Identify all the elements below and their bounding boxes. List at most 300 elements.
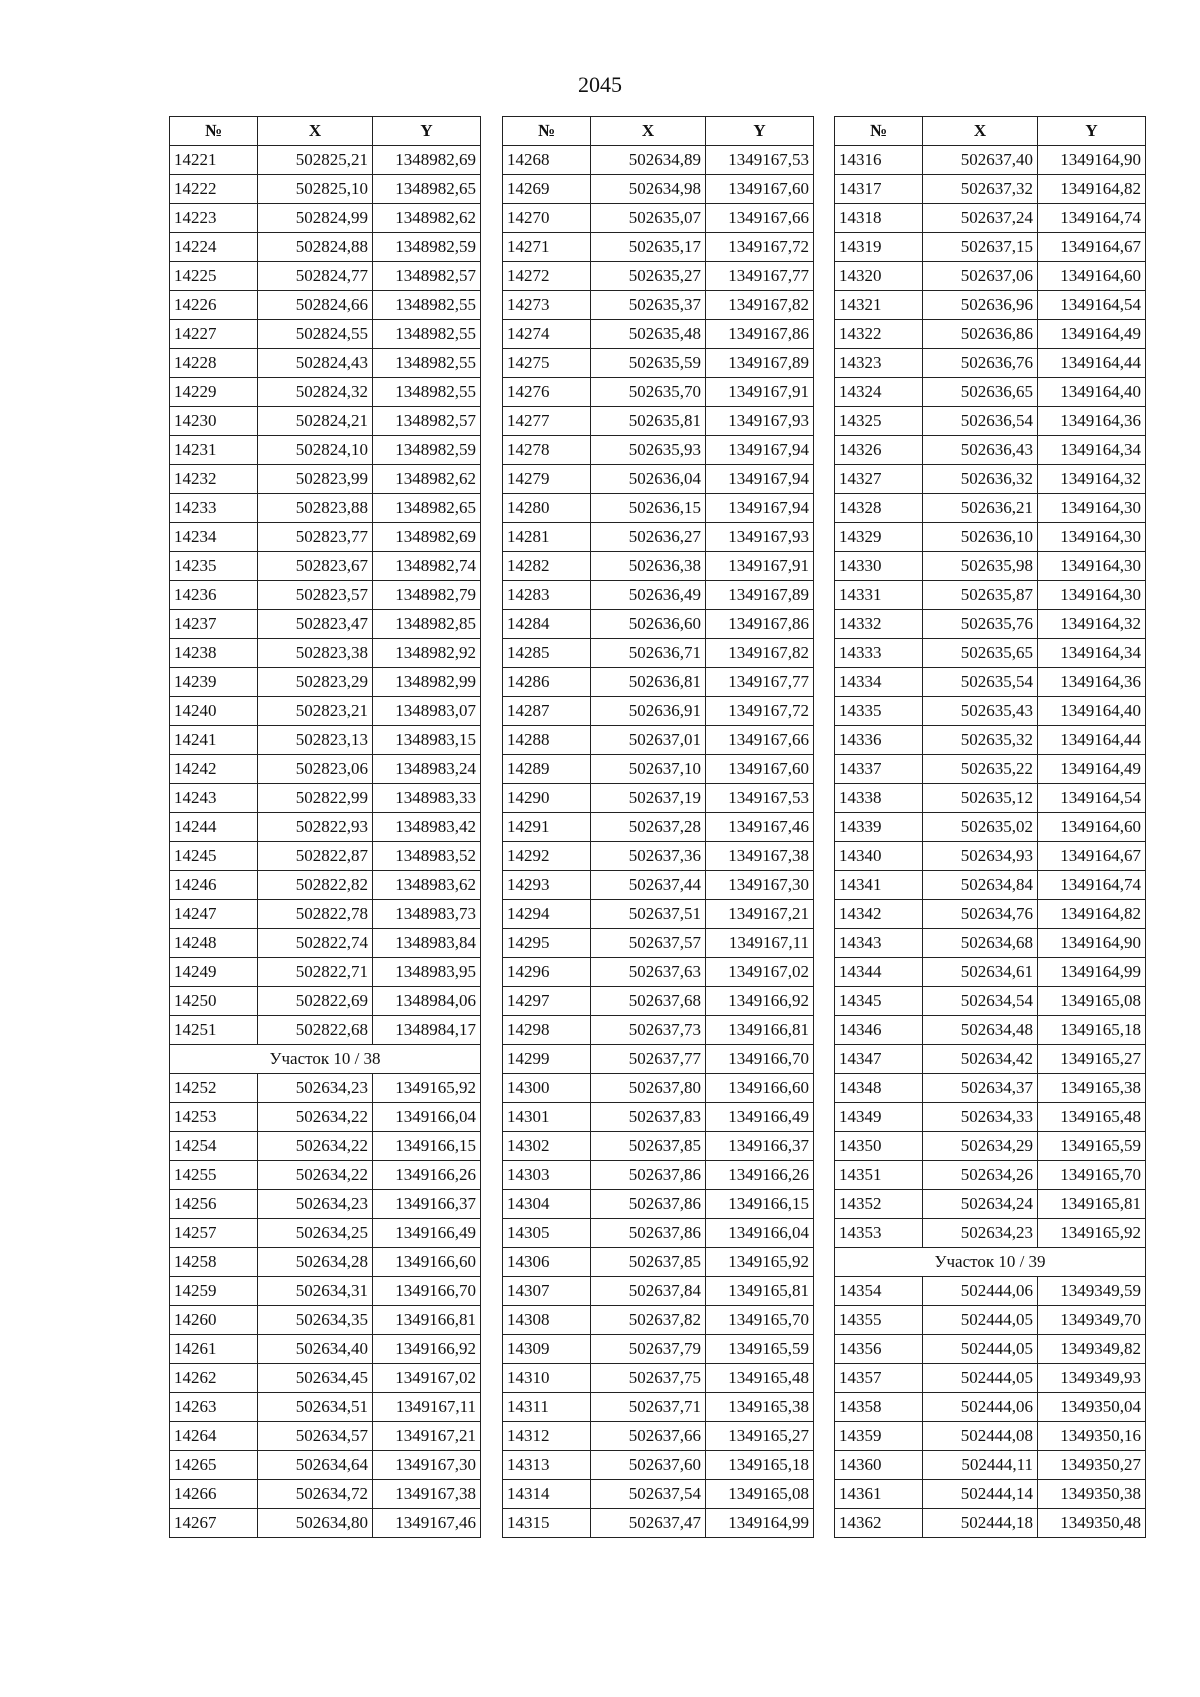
x-coordinate: 502635,12 (923, 784, 1038, 813)
table-row (835, 1364, 1146, 1393)
point-number: 14328 (835, 494, 923, 523)
table-row (170, 813, 481, 842)
x-coordinate: 502637,79 (591, 1335, 706, 1364)
y-coordinate: 1349165,38 (706, 1393, 814, 1422)
y-coordinate: 1349166,81 (373, 1306, 481, 1335)
y-coordinate: 1349165,18 (1038, 1016, 1146, 1045)
table-row (835, 1480, 1146, 1509)
table-body (503, 146, 814, 1538)
y-coordinate: 1348982,59 (373, 436, 481, 465)
x-coordinate: 502636,65 (923, 378, 1038, 407)
x-coordinate: 502825,21 (258, 146, 373, 175)
table-row (835, 1190, 1146, 1219)
table-row (170, 581, 481, 610)
table-row (503, 1132, 814, 1161)
table-row (835, 929, 1146, 958)
x-coordinate: 502444,08 (923, 1422, 1038, 1451)
table-row (835, 494, 1146, 523)
x-coordinate: 502634,93 (923, 842, 1038, 871)
x-coordinate: 502634,35 (258, 1306, 373, 1335)
y-coordinate: 1349164,34 (1038, 436, 1146, 465)
x-coordinate: 502636,91 (591, 697, 706, 726)
y-coordinate: 1348983,73 (373, 900, 481, 929)
x-coordinate: 502637,85 (591, 1248, 706, 1277)
x-coordinate: 502636,32 (923, 465, 1038, 494)
table-row (170, 1422, 481, 1451)
x-coordinate: 502637,15 (923, 233, 1038, 262)
point-number: 14313 (503, 1451, 591, 1480)
x-coordinate: 502822,74 (258, 929, 373, 958)
x-coordinate: 502444,05 (923, 1364, 1038, 1393)
table-row (835, 378, 1146, 407)
x-coordinate: 502634,48 (923, 1016, 1038, 1045)
x-coordinate: 502635,98 (923, 552, 1038, 581)
y-coordinate: 1349167,93 (706, 407, 814, 436)
table-row (835, 1161, 1146, 1190)
point-number: 14281 (503, 523, 591, 552)
y-coordinate: 1348982,69 (373, 523, 481, 552)
x-coordinate: 502635,02 (923, 813, 1038, 842)
table-row (835, 320, 1146, 349)
x-coordinate: 502637,86 (591, 1190, 706, 1219)
y-coordinate: 1349167,82 (706, 639, 814, 668)
point-number: 14250 (170, 987, 258, 1016)
y-coordinate: 1348982,92 (373, 639, 481, 668)
x-coordinate: 502635,27 (591, 262, 706, 291)
point-number: 14238 (170, 639, 258, 668)
x-coordinate: 502637,32 (923, 175, 1038, 204)
x-coordinate: 502637,47 (591, 1509, 706, 1538)
table-row (170, 1016, 481, 1045)
x-coordinate: 502634,24 (923, 1190, 1038, 1219)
point-number: 14295 (503, 929, 591, 958)
point-number: 14326 (835, 436, 923, 465)
table-row (503, 900, 814, 929)
point-number: 14284 (503, 610, 591, 639)
table-row (503, 1509, 814, 1538)
point-number: 14288 (503, 726, 591, 755)
table-row (503, 987, 814, 1016)
point-number: 14272 (503, 262, 591, 291)
point-number: 14292 (503, 842, 591, 871)
table-row (503, 1045, 814, 1074)
x-coordinate: 502822,87 (258, 842, 373, 871)
y-coordinate: 1349349,59 (1038, 1277, 1146, 1306)
y-coordinate: 1349165,70 (706, 1306, 814, 1335)
table-row (835, 813, 1146, 842)
table-row (170, 784, 481, 813)
table-row (170, 1480, 481, 1509)
y-coordinate: 1349167,94 (706, 436, 814, 465)
x-coordinate: 502636,86 (923, 320, 1038, 349)
y-coordinate: 1348982,55 (373, 320, 481, 349)
x-coordinate: 502822,78 (258, 900, 373, 929)
y-coordinate: 1349164,40 (1038, 697, 1146, 726)
x-coordinate: 502637,01 (591, 726, 706, 755)
header-number: № (503, 117, 591, 146)
point-number: 14350 (835, 1132, 923, 1161)
y-coordinate: 1349350,04 (1038, 1393, 1146, 1422)
point-number: 14318 (835, 204, 923, 233)
table-row (170, 958, 481, 987)
y-coordinate: 1348982,74 (373, 552, 481, 581)
table-row (503, 1422, 814, 1451)
point-number: 14309 (503, 1335, 591, 1364)
table-row (503, 1161, 814, 1190)
y-coordinate: 1349166,92 (373, 1335, 481, 1364)
table-row (170, 1132, 481, 1161)
table-row (835, 436, 1146, 465)
y-coordinate: 1349164,32 (1038, 465, 1146, 494)
y-coordinate: 1349166,60 (373, 1248, 481, 1277)
x-coordinate: 502634,61 (923, 958, 1038, 987)
y-coordinate: 1348982,57 (373, 262, 481, 291)
x-coordinate: 502634,42 (923, 1045, 1038, 1074)
table-row (170, 1393, 481, 1422)
point-number: 14271 (503, 233, 591, 262)
point-number: 14225 (170, 262, 258, 291)
point-number: 14331 (835, 581, 923, 610)
table-row (170, 233, 481, 262)
point-number: 14321 (835, 291, 923, 320)
point-number: 14253 (170, 1103, 258, 1132)
table-row (503, 639, 814, 668)
x-coordinate: 502636,49 (591, 581, 706, 610)
table-row (170, 668, 481, 697)
point-number: 14278 (503, 436, 591, 465)
y-coordinate: 1349167,66 (706, 204, 814, 233)
y-coordinate: 1349165,70 (1038, 1161, 1146, 1190)
x-coordinate: 502824,55 (258, 320, 373, 349)
y-coordinate: 1349165,27 (1038, 1045, 1146, 1074)
x-coordinate: 502444,11 (923, 1451, 1038, 1480)
x-coordinate: 502634,23 (923, 1219, 1038, 1248)
x-coordinate: 502634,89 (591, 146, 706, 175)
point-number: 14306 (503, 1248, 591, 1277)
x-coordinate: 502634,72 (258, 1480, 373, 1509)
table-header-row (503, 117, 814, 146)
x-coordinate: 502637,86 (591, 1219, 706, 1248)
x-coordinate: 502444,14 (923, 1480, 1038, 1509)
table-row (503, 465, 814, 494)
x-coordinate: 502823,06 (258, 755, 373, 784)
point-number: 14359 (835, 1422, 923, 1451)
y-coordinate: 1348982,99 (373, 668, 481, 697)
x-coordinate: 502444,06 (923, 1277, 1038, 1306)
x-coordinate: 502634,51 (258, 1393, 373, 1422)
x-coordinate: 502636,04 (591, 465, 706, 494)
x-coordinate: 502635,65 (923, 639, 1038, 668)
point-number: 14273 (503, 291, 591, 320)
x-coordinate: 502637,51 (591, 900, 706, 929)
x-coordinate: 502823,57 (258, 581, 373, 610)
table-row (835, 552, 1146, 581)
y-coordinate: 1349165,92 (1038, 1219, 1146, 1248)
table-row (503, 784, 814, 813)
table-row (835, 581, 1146, 610)
y-coordinate: 1349166,04 (706, 1219, 814, 1248)
x-coordinate: 502636,81 (591, 668, 706, 697)
table-row (835, 1335, 1146, 1364)
point-number: 14312 (503, 1422, 591, 1451)
y-coordinate: 1349165,59 (1038, 1132, 1146, 1161)
table-row (835, 146, 1146, 175)
table-row (835, 291, 1146, 320)
x-coordinate: 502635,37 (591, 291, 706, 320)
x-coordinate: 502637,80 (591, 1074, 706, 1103)
point-number: 14337 (835, 755, 923, 784)
point-number: 14293 (503, 871, 591, 900)
x-coordinate: 502634,40 (258, 1335, 373, 1364)
x-coordinate: 502824,21 (258, 407, 373, 436)
y-coordinate: 1348982,79 (373, 581, 481, 610)
section-row (170, 1045, 481, 1074)
y-coordinate: 1349165,38 (1038, 1074, 1146, 1103)
table-row (503, 842, 814, 871)
point-number: 14223 (170, 204, 258, 233)
x-coordinate: 502823,47 (258, 610, 373, 639)
x-coordinate: 502636,96 (923, 291, 1038, 320)
x-coordinate: 502637,84 (591, 1277, 706, 1306)
x-coordinate: 502634,84 (923, 871, 1038, 900)
x-coordinate: 502823,29 (258, 668, 373, 697)
x-coordinate: 502636,71 (591, 639, 706, 668)
y-coordinate: 1349167,30 (706, 871, 814, 900)
y-coordinate: 1349164,30 (1038, 552, 1146, 581)
point-number: 14319 (835, 233, 923, 262)
point-number: 14291 (503, 813, 591, 842)
table-row (170, 1248, 481, 1277)
y-coordinate: 1349167,30 (373, 1451, 481, 1480)
y-coordinate: 1349164,30 (1038, 494, 1146, 523)
point-number: 14343 (835, 929, 923, 958)
x-coordinate: 502634,64 (258, 1451, 373, 1480)
table-row (503, 233, 814, 262)
point-number: 14277 (503, 407, 591, 436)
y-coordinate: 1348982,69 (373, 146, 481, 175)
table-row (170, 436, 481, 465)
point-number: 14248 (170, 929, 258, 958)
x-coordinate: 502637,85 (591, 1132, 706, 1161)
y-coordinate: 1348982,65 (373, 175, 481, 204)
y-coordinate: 1349164,34 (1038, 639, 1146, 668)
table-row (503, 1103, 814, 1132)
table-row (503, 813, 814, 842)
table-row (835, 407, 1146, 436)
y-coordinate: 1349167,53 (706, 784, 814, 813)
table-row (835, 1074, 1146, 1103)
point-number: 14252 (170, 1074, 258, 1103)
x-coordinate: 502824,32 (258, 378, 373, 407)
x-coordinate: 502444,06 (923, 1393, 1038, 1422)
point-number: 14352 (835, 1190, 923, 1219)
x-coordinate: 502634,37 (923, 1074, 1038, 1103)
table-row (170, 842, 481, 871)
table-row (503, 726, 814, 755)
x-coordinate: 502634,28 (258, 1248, 373, 1277)
x-coordinate: 502637,44 (591, 871, 706, 900)
header-y: Y (373, 117, 481, 146)
point-number: 14338 (835, 784, 923, 813)
table-header-row (835, 117, 1146, 146)
y-coordinate: 1349164,36 (1038, 407, 1146, 436)
table-row (503, 1016, 814, 1045)
point-number: 14340 (835, 842, 923, 871)
y-coordinate: 1349167,72 (706, 697, 814, 726)
y-coordinate: 1349167,77 (706, 262, 814, 291)
point-number: 14280 (503, 494, 591, 523)
table-row (835, 1016, 1146, 1045)
y-coordinate: 1349167,82 (706, 291, 814, 320)
y-coordinate: 1349167,02 (373, 1364, 481, 1393)
x-coordinate: 502634,22 (258, 1161, 373, 1190)
y-coordinate: 1349349,82 (1038, 1335, 1146, 1364)
y-coordinate: 1349164,67 (1038, 233, 1146, 262)
table-row (170, 1219, 481, 1248)
y-coordinate: 1348982,62 (373, 204, 481, 233)
point-number: 14289 (503, 755, 591, 784)
point-number: 14362 (835, 1509, 923, 1538)
table-row (170, 407, 481, 436)
table-row (835, 523, 1146, 552)
table-row (835, 1509, 1146, 1538)
table-row (835, 842, 1146, 871)
point-number: 14316 (835, 146, 923, 175)
y-coordinate: 1348983,95 (373, 958, 481, 987)
point-number: 14241 (170, 726, 258, 755)
table-row (170, 987, 481, 1016)
header-x: X (258, 117, 373, 146)
point-number: 14266 (170, 1480, 258, 1509)
y-coordinate: 1349166,60 (706, 1074, 814, 1103)
x-coordinate: 502636,54 (923, 407, 1038, 436)
x-coordinate: 502824,10 (258, 436, 373, 465)
point-number: 14255 (170, 1161, 258, 1190)
y-coordinate: 1349164,82 (1038, 900, 1146, 929)
point-number: 14303 (503, 1161, 591, 1190)
x-coordinate: 502824,43 (258, 349, 373, 378)
table-row (503, 697, 814, 726)
x-coordinate: 502822,82 (258, 871, 373, 900)
y-coordinate: 1348982,55 (373, 291, 481, 320)
y-coordinate: 1349164,54 (1038, 291, 1146, 320)
point-number: 14353 (835, 1219, 923, 1248)
x-coordinate: 502634,26 (923, 1161, 1038, 1190)
x-coordinate: 502635,32 (923, 726, 1038, 755)
x-coordinate: 502637,75 (591, 1364, 706, 1393)
table-row (835, 1306, 1146, 1335)
table-row (170, 378, 481, 407)
x-coordinate: 502634,76 (923, 900, 1038, 929)
point-number: 14221 (170, 146, 258, 175)
table-row (835, 349, 1146, 378)
table-row (170, 1451, 481, 1480)
x-coordinate: 502636,27 (591, 523, 706, 552)
y-coordinate: 1349166,15 (706, 1190, 814, 1219)
header-x: X (591, 117, 706, 146)
point-number: 14351 (835, 1161, 923, 1190)
y-coordinate: 1348982,62 (373, 465, 481, 494)
y-coordinate: 1349164,60 (1038, 813, 1146, 842)
x-coordinate: 502636,60 (591, 610, 706, 639)
section-label: Участок 10 / 39 (835, 1248, 1146, 1277)
y-coordinate: 1349167,91 (706, 552, 814, 581)
y-coordinate: 1349164,44 (1038, 726, 1146, 755)
y-coordinate: 1348983,42 (373, 813, 481, 842)
table-row (835, 987, 1146, 1016)
y-coordinate: 1349164,44 (1038, 349, 1146, 378)
y-coordinate: 1349164,30 (1038, 581, 1146, 610)
y-coordinate: 1349167,89 (706, 349, 814, 378)
x-coordinate: 502823,99 (258, 465, 373, 494)
table-row (835, 1277, 1146, 1306)
x-coordinate: 502822,99 (258, 784, 373, 813)
table-row (170, 465, 481, 494)
x-coordinate: 502823,13 (258, 726, 373, 755)
point-number: 14311 (503, 1393, 591, 1422)
point-number: 14261 (170, 1335, 258, 1364)
table-row (835, 784, 1146, 813)
table-row (170, 175, 481, 204)
point-number: 14232 (170, 465, 258, 494)
table-row (503, 436, 814, 465)
x-coordinate: 502636,76 (923, 349, 1038, 378)
y-coordinate: 1348983,24 (373, 755, 481, 784)
table-row (170, 755, 481, 784)
y-coordinate: 1348982,65 (373, 494, 481, 523)
table-row (170, 1306, 481, 1335)
y-coordinate: 1348984,17 (373, 1016, 481, 1045)
table-row (835, 262, 1146, 291)
point-number: 14246 (170, 871, 258, 900)
y-coordinate: 1349350,48 (1038, 1509, 1146, 1538)
table-row (170, 204, 481, 233)
y-coordinate: 1349165,92 (373, 1074, 481, 1103)
table-row (170, 523, 481, 552)
point-number: 14324 (835, 378, 923, 407)
table-row (170, 1277, 481, 1306)
table-row (835, 668, 1146, 697)
table-body (835, 146, 1146, 1538)
y-coordinate: 1349166,26 (706, 1161, 814, 1190)
x-coordinate: 502637,66 (591, 1422, 706, 1451)
x-coordinate: 502634,25 (258, 1219, 373, 1248)
x-coordinate: 502637,82 (591, 1306, 706, 1335)
y-coordinate: 1349166,49 (373, 1219, 481, 1248)
point-number: 14348 (835, 1074, 923, 1103)
y-coordinate: 1349167,93 (706, 523, 814, 552)
table-row (503, 755, 814, 784)
point-number: 14347 (835, 1045, 923, 1074)
table-row (170, 639, 481, 668)
table-row (503, 204, 814, 233)
point-number: 14296 (503, 958, 591, 987)
point-number: 14276 (503, 378, 591, 407)
point-number: 14227 (170, 320, 258, 349)
point-number: 14339 (835, 813, 923, 842)
x-coordinate: 502823,77 (258, 523, 373, 552)
y-coordinate: 1349167,66 (706, 726, 814, 755)
table-row (503, 1335, 814, 1364)
point-number: 14329 (835, 523, 923, 552)
point-number: 14259 (170, 1277, 258, 1306)
point-number: 14229 (170, 378, 258, 407)
y-coordinate: 1349167,89 (706, 581, 814, 610)
table-row (170, 1364, 481, 1393)
point-number: 14222 (170, 175, 258, 204)
x-coordinate: 502637,06 (923, 262, 1038, 291)
x-coordinate: 502444,05 (923, 1306, 1038, 1335)
